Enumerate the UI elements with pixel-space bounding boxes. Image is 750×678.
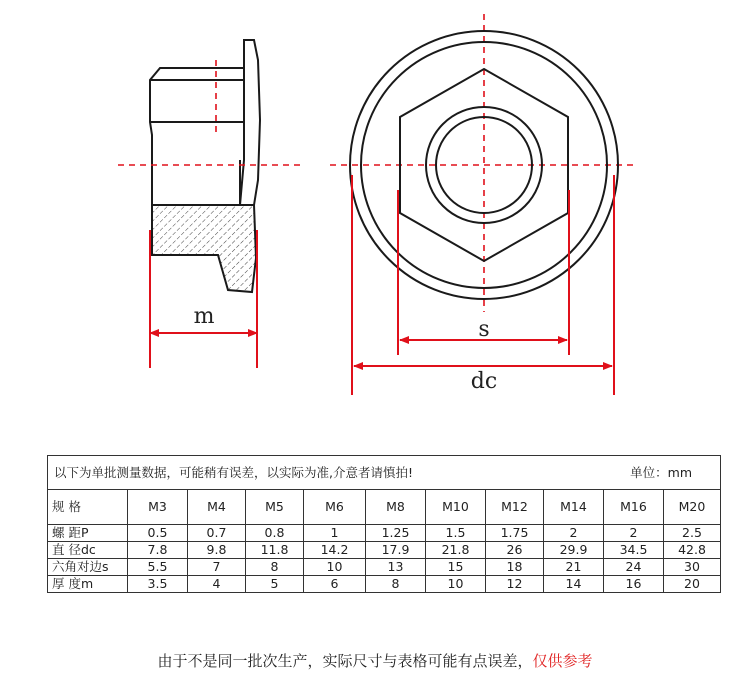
dimension-dc-label: dc	[470, 369, 498, 394]
value-cell: 7.8	[128, 542, 188, 559]
table-header-row	[48, 490, 721, 525]
value-cell: 13	[366, 559, 426, 576]
value-cell: 14	[544, 576, 604, 593]
row-label: 六角对边s	[48, 559, 128, 576]
dimension-s-label: s	[478, 317, 490, 342]
table-title-row	[48, 456, 721, 490]
value-cell: 3.5	[128, 576, 188, 593]
footer-note	[0, 650, 750, 671]
value-cell: 1.75	[486, 525, 544, 542]
value-cell: 21.8	[426, 542, 486, 559]
spec-table	[47, 455, 721, 593]
value-cell: 21	[544, 559, 604, 576]
value-cell: 17.9	[366, 542, 426, 559]
value-cell: 8	[366, 576, 426, 593]
row-label: 直 径dc	[48, 542, 128, 559]
value-cell: 42.8	[664, 542, 721, 559]
value-cell: 0.5	[128, 525, 188, 542]
value-cell: 9.8	[188, 542, 246, 559]
size-cell: M3	[128, 490, 188, 525]
value-cell: 2	[544, 525, 604, 542]
side-view-flange	[244, 40, 260, 205]
value-cell: 30	[664, 559, 721, 576]
table-unit: 单位：mm	[630, 464, 692, 480]
value-cell: 16	[604, 576, 664, 593]
value-cell: 20	[664, 576, 721, 593]
size-cell: M10	[426, 490, 486, 525]
value-cell: 8	[246, 559, 304, 576]
table-row	[48, 542, 721, 559]
size-cell: M20	[664, 490, 721, 525]
value-cell: 1	[304, 525, 366, 542]
value-cell: 2.5	[664, 525, 721, 542]
row-label: 厚 度m	[48, 576, 128, 593]
value-cell: 1.25	[366, 525, 426, 542]
value-cell: 10	[426, 576, 486, 593]
side-view-hex-body	[150, 68, 244, 205]
value-cell: 18	[486, 559, 544, 576]
value-cell: 0.7	[188, 525, 246, 542]
side-view	[150, 40, 260, 292]
value-cell: 11.8	[246, 542, 304, 559]
size-cell: M6	[304, 490, 366, 525]
value-cell: 6	[304, 576, 366, 593]
value-cell: 12	[486, 576, 544, 593]
footer-text: 由于不是同一批次生产，实际尺寸与表格可能有点误差，	[157, 652, 533, 670]
header-label: 规 格	[48, 490, 128, 525]
center-lines	[118, 14, 638, 312]
value-cell: 5	[246, 576, 304, 593]
size-cell: M14	[544, 490, 604, 525]
table-row	[48, 525, 721, 542]
dimension-dc	[352, 175, 614, 395]
value-cell: 4	[188, 576, 246, 593]
value-cell: 15	[426, 559, 486, 576]
value-cell: 7	[188, 559, 246, 576]
value-cell: 14.2	[304, 542, 366, 559]
row-label: 螺 距P	[48, 525, 128, 542]
size-cell: M4	[188, 490, 246, 525]
size-cell: M16	[604, 490, 664, 525]
value-cell: 5.5	[128, 559, 188, 576]
value-cell: 1.5	[426, 525, 486, 542]
value-cell: 0.8	[246, 525, 304, 542]
value-cell: 24	[604, 559, 664, 576]
footer-highlight: 仅供参考	[532, 652, 593, 670]
value-cell: 34.5	[604, 542, 664, 559]
table-row	[48, 559, 721, 576]
size-cell: M5	[246, 490, 304, 525]
side-view-section	[152, 205, 256, 292]
size-cell: M12	[486, 490, 544, 525]
value-cell: 26	[486, 542, 544, 559]
table-note: 以下为单批测量数据，可能稍有误差，以实际为准,介意者请慎拍!	[54, 464, 413, 480]
value-cell: 29.9	[544, 542, 604, 559]
dimension-m-label: m	[193, 304, 215, 329]
table-row	[48, 576, 721, 593]
value-cell: 10	[304, 559, 366, 576]
value-cell: 2	[604, 525, 664, 542]
size-cell: M8	[366, 490, 426, 525]
